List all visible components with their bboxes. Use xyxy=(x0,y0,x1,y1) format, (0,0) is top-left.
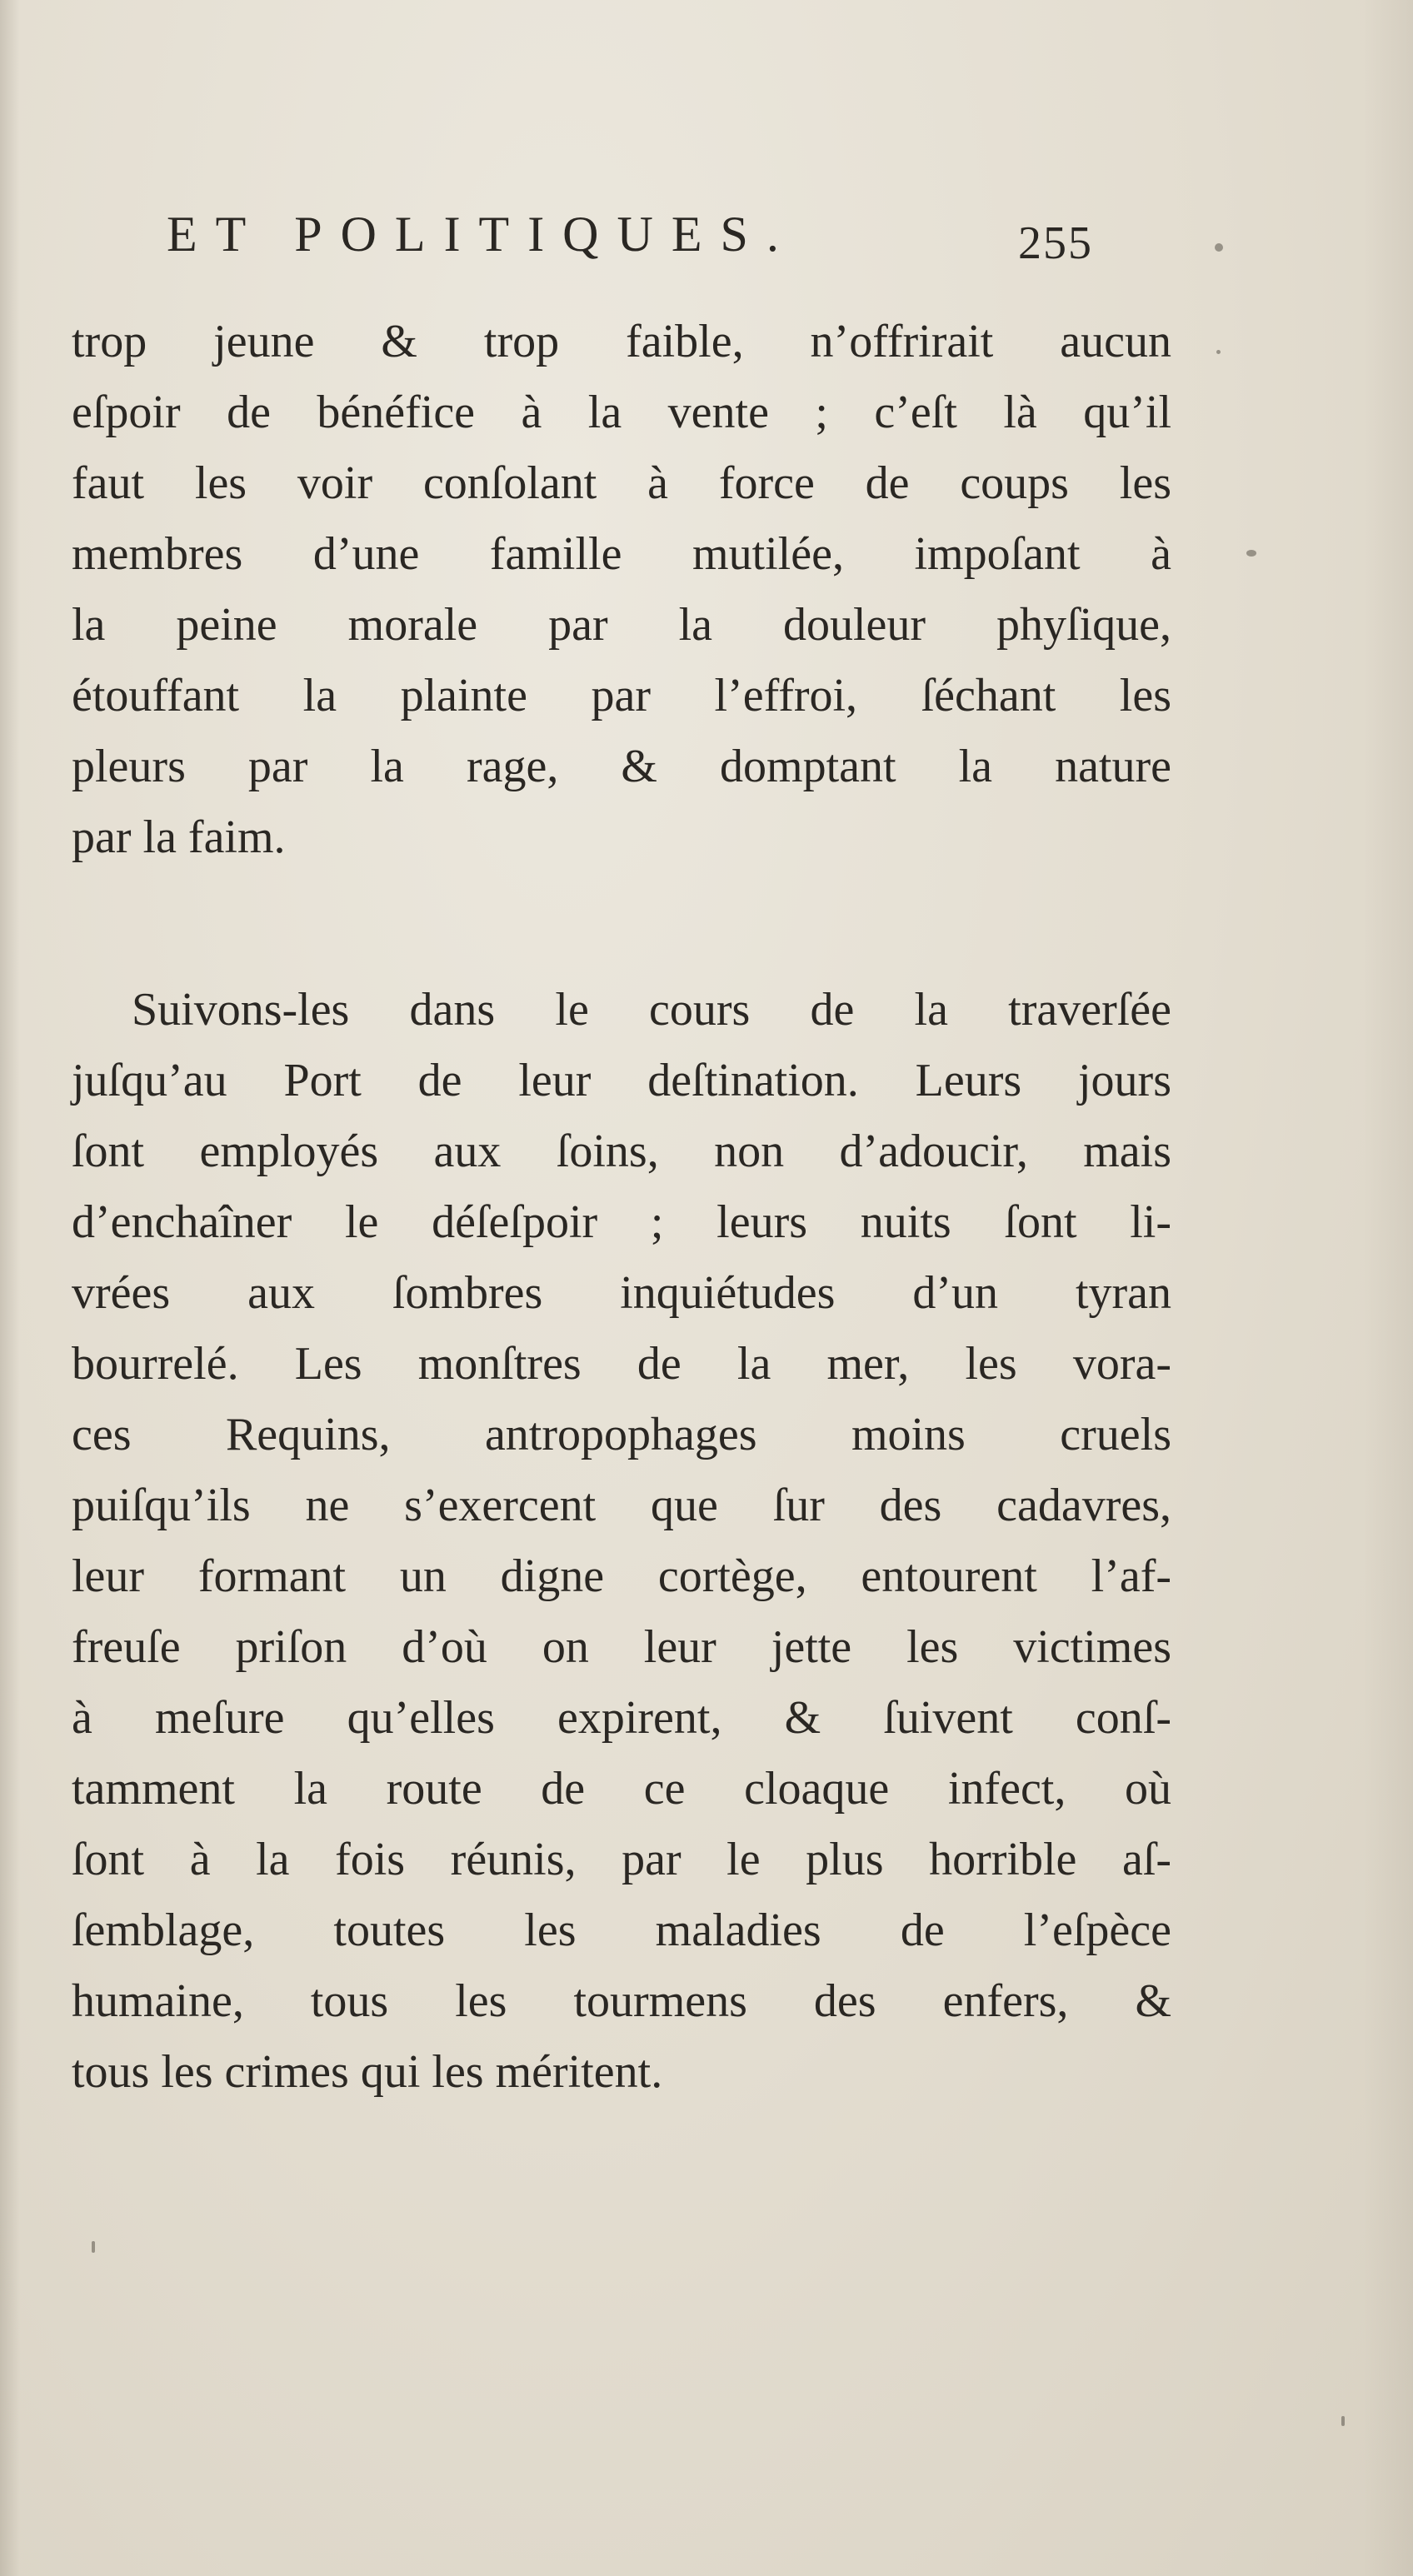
text-line: humaine, tous les tourmens des enfers, & xyxy=(72,1975,1171,2027)
gutter-shadow xyxy=(0,0,20,2576)
text-line: freuſe priſon d’où on leur jette les victimes xyxy=(72,1621,1171,1673)
text-line: Suivons-les dans le cours de la traverſée xyxy=(132,984,1171,1036)
running-head: ET POLITIQUES. xyxy=(167,207,797,262)
text-line: d’enchaîner le déſeſpoir ; leurs nuits ſont li- xyxy=(72,1196,1171,1248)
text-line: puiſqu’ils ne s’exercent que ſur des cadavres, xyxy=(72,1480,1171,1531)
text-line: ſemblage, toutes les maladies de l’eſpèce xyxy=(72,1905,1171,1956)
paper-speck xyxy=(1341,2416,1345,2426)
text-line: membres d’une famille mutilée, impoſant à xyxy=(72,528,1171,580)
body-text xyxy=(72,307,1171,2108)
paper-speck xyxy=(1246,550,1256,557)
paragraph-2 xyxy=(72,975,1171,2108)
paper-speck xyxy=(92,2241,95,2253)
text-line: faut les voir conſolant à force de coups les xyxy=(72,457,1171,509)
text-line: leur formant un digne cortège, entourent l’af- xyxy=(72,1550,1171,1602)
text-line: à meſure qu’elles expirent, & ſuivent conſ- xyxy=(72,1692,1171,1744)
text-line: bourrelé. Les monſtres de la mer, les vora- xyxy=(72,1338,1171,1390)
text-line: par la faim. xyxy=(72,811,286,863)
text-line: juſqu’au Port de leur deſtination. Leurs jours xyxy=(72,1055,1171,1106)
paper-speck xyxy=(1216,350,1221,354)
text-line: étouffant la plainte par l’effroi, ſéchant les xyxy=(72,670,1171,721)
text-line: tamment la route de ce cloaque infect, où xyxy=(72,1763,1171,1815)
paragraph-1 xyxy=(72,307,1171,873)
text-line: ſont employés aux ſoins, non d’adoucir, mais xyxy=(72,1126,1171,1177)
text-line: la peine morale par la douleur phyſique, xyxy=(72,599,1171,651)
paragraph-gap xyxy=(72,873,1171,975)
text-line: trop jeune & trop faible, n’offrirait aucun xyxy=(72,316,1171,367)
paper-speck xyxy=(1215,243,1223,252)
text-line: pleurs par la rage, & domptant la nature xyxy=(72,741,1171,792)
text-line: eſpoir de bénéfice à la vente ; c’eſt là qu’il xyxy=(72,387,1171,438)
page-edge-shading xyxy=(1363,0,1413,2576)
page-number: 255 xyxy=(1018,217,1093,269)
text-line: ſont à la fois réunis, par le plus horrible aſ- xyxy=(72,1834,1171,1885)
text-line: ces Requins, antropophages moins cruels xyxy=(72,1409,1171,1460)
text-line: vrées aux ſombres inquiétudes d’un tyran xyxy=(72,1267,1171,1319)
text-line: tous les crimes qui les méritent. xyxy=(72,2046,663,2098)
